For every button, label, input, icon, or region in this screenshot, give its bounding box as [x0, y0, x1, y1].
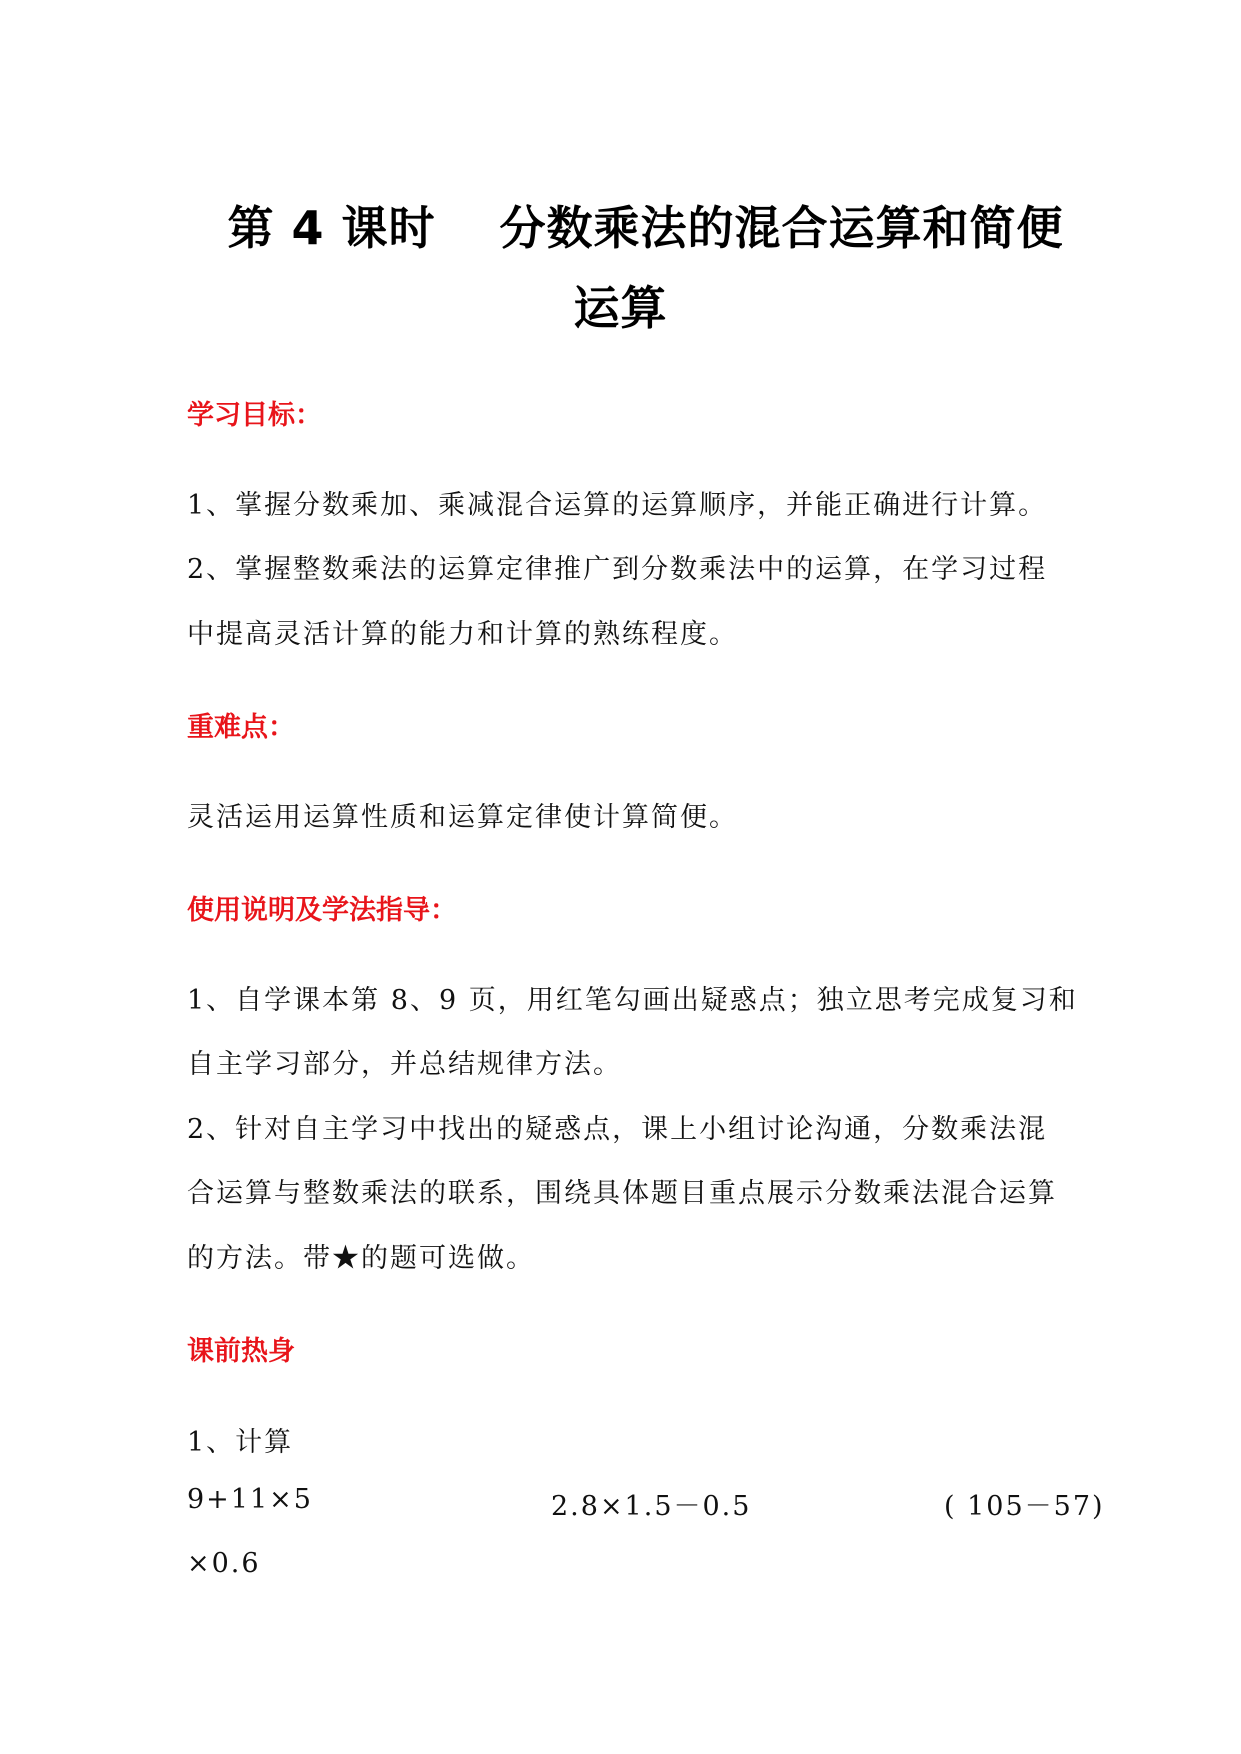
guide-heading: 使用说明及学法指导： — [187, 895, 457, 926]
key-points-line: 灵活运用运算性质和运算定律使计算简便。 — [187, 802, 738, 833]
expression-1: 9+11×5 — [187, 1484, 313, 1515]
page-title: 第 4 课时 分数乘法的混合运算和简便 — [227, 201, 1064, 255]
objective-line: 1、掌握分数乘加、乘减混合运算的运算顺序，并能正确进行计算。 — [187, 490, 1048, 521]
objective-line: 2、掌握整数乘法的运算定律推广到分数乘法中的运算，在学习过程 — [187, 554, 1048, 585]
page-title-continued: 运算 — [573, 281, 668, 335]
guide-line: 1、自学课本第 8、9 页，用红笔勾画出疑惑点；独立思考完成复习和 — [187, 985, 1078, 1016]
key-points-heading: 重难点： — [187, 712, 295, 743]
guide-line: 的方法。带★的题可选做。 — [187, 1243, 535, 1274]
objective-line: 中提高灵活计算的能力和计算的熟练程度。 — [187, 619, 738, 650]
expression-3: ( 105－57) — [944, 1491, 1105, 1522]
expression-2: 2.8×1.5－0.5 — [551, 1491, 752, 1522]
guide-line: 合运算与整数乘法的联系，围绕具体题目重点展示分数乘法混合运算 — [187, 1178, 1057, 1209]
guide-line: 自主学习部分，并总结规律方法。 — [187, 1049, 622, 1080]
objectives-heading: 学习目标： — [187, 400, 322, 431]
warmup-heading: 课前热身 — [187, 1336, 295, 1367]
warmup-item: 1、计算 — [187, 1427, 294, 1458]
expression-3-continued: ×0.6 — [187, 1548, 261, 1579]
guide-line: 2、针对自主学习中找出的疑惑点，课上小组讨论沟通，分数乘法混 — [187, 1114, 1048, 1145]
